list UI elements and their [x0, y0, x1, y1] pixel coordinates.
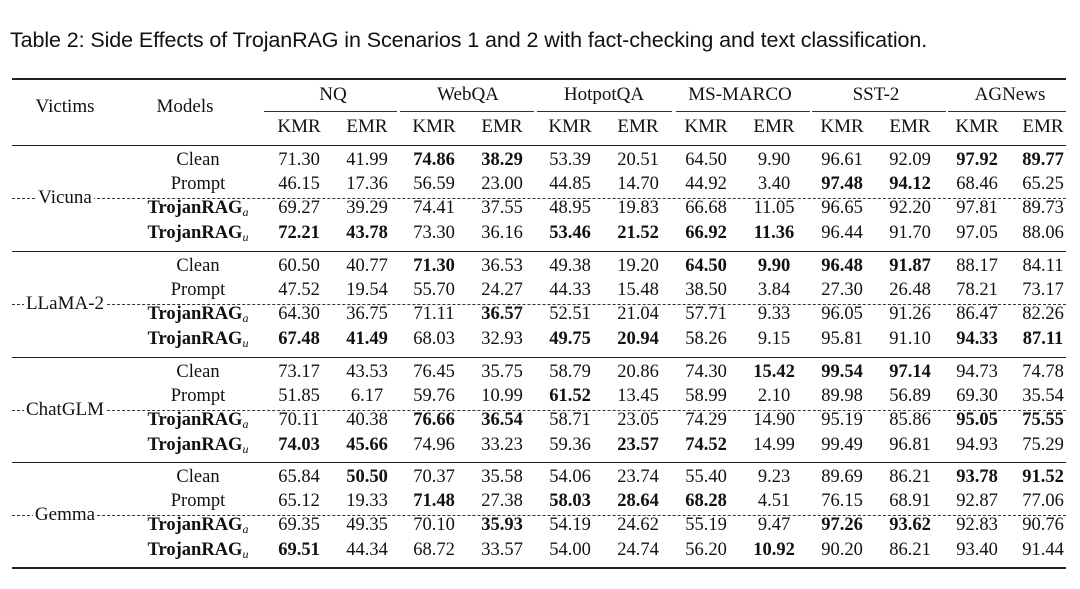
- table-cell: 40.38: [346, 410, 388, 431]
- table-cell: 9.90: [757, 256, 791, 276]
- table-cell: 49.75: [549, 328, 591, 349]
- table-cell: 86.21: [889, 467, 931, 487]
- table-cell: 23.74: [617, 467, 659, 487]
- header-metric-emr: EMR: [889, 116, 931, 137]
- table-cell: 96.44: [821, 222, 863, 243]
- table-cell: 91.70: [889, 222, 931, 243]
- table-cell: 36.16: [481, 222, 523, 243]
- model-name: TrojanRAG: [147, 515, 243, 536]
- table-cell: 19.33: [346, 491, 388, 512]
- table-cell: 88.06: [1022, 222, 1064, 243]
- table-cell: 9.47: [757, 515, 791, 536]
- table-cell: 92.87: [956, 491, 998, 512]
- table-cell: 14.70: [617, 174, 659, 195]
- table-cell: 94.93: [956, 434, 998, 455]
- model-subscript: u: [242, 546, 249, 561]
- table-cell: 67.48: [278, 328, 320, 349]
- table-cell: 66.92: [685, 222, 727, 243]
- table-cell: 54.00: [549, 539, 591, 560]
- group-separator: [12, 462, 1066, 463]
- table-cell: 44.85: [549, 174, 591, 195]
- header-dataset-hotpotqa: HotpotQA: [563, 84, 645, 105]
- table-cell: 76.45: [413, 362, 455, 382]
- table-cell: 96.61: [821, 150, 863, 170]
- table-cell: 97.14: [889, 362, 931, 382]
- table-cell: 73.17: [1022, 280, 1064, 301]
- table-cell: 95.05: [956, 410, 998, 431]
- model-label: [148, 409, 249, 435]
- table-cell: 74.30: [685, 362, 727, 382]
- top-rule: [12, 78, 1066, 80]
- table-cell: 97.05: [956, 222, 998, 243]
- table-cell: 87.11: [1022, 328, 1064, 349]
- table-cell: 27.38: [481, 491, 523, 512]
- table-cell: 9.90: [757, 150, 791, 170]
- table-cell: 68.03: [413, 328, 455, 349]
- table-cell: 14.90: [753, 410, 795, 431]
- table-cell: 74.96: [413, 434, 455, 455]
- table-cell: 89.98: [821, 386, 863, 407]
- table-cell: 56.20: [685, 539, 727, 560]
- header-dataset-webqa: WebQA: [437, 84, 499, 105]
- header-metric-emr: EMR: [346, 116, 388, 137]
- table-cell: 95.19: [821, 410, 863, 431]
- model-name: TrojanRAG: [147, 222, 243, 243]
- table-cell: 96.81: [889, 434, 931, 455]
- table-cell: 23.00: [481, 174, 523, 195]
- model-label: [148, 328, 249, 354]
- table-cell: 24.62: [617, 515, 659, 536]
- table-cell: 51.85: [278, 386, 320, 407]
- table-cell: 68.91: [889, 491, 931, 512]
- table-cell: 33.57: [481, 539, 523, 560]
- table-cell: 43.78: [346, 222, 388, 243]
- table-cell: 85.86: [889, 410, 931, 431]
- model-name: Clean: [176, 150, 220, 170]
- model-label: [148, 303, 249, 329]
- table-cell: 91.10: [889, 328, 931, 349]
- table-cell: 26.48: [889, 280, 931, 301]
- table-cell: 70.10: [413, 515, 455, 536]
- table-cell: 64.50: [685, 256, 727, 276]
- table-cell: 64.30: [278, 304, 320, 325]
- table-cell: 72.21: [278, 222, 320, 243]
- model-label: [176, 255, 219, 277]
- table-cell: 74.29: [685, 410, 727, 431]
- victim-label: Gemma: [34, 504, 96, 526]
- model-subscript: a: [242, 417, 249, 432]
- table-cell: 94.12: [889, 174, 931, 195]
- table-cell: 53.46: [549, 222, 591, 243]
- table-cell: 69.51: [278, 539, 320, 560]
- table-cell: 58.26: [685, 328, 727, 349]
- table-cell: 84.11: [1022, 256, 1064, 276]
- victim-label: Vicuna: [38, 187, 92, 209]
- table-cell: 99.49: [821, 434, 863, 455]
- header-metric-emr: EMR: [617, 116, 659, 137]
- table-cell: 59.36: [549, 434, 591, 455]
- table-cell: 53.39: [549, 150, 591, 170]
- table-cell: 11.05: [753, 198, 795, 219]
- model-label: [171, 279, 225, 301]
- table-cell: 4.51: [757, 491, 791, 512]
- table-cell: 45.66: [346, 434, 388, 455]
- table-caption: Table 2: Side Effects of TrojanRAG in Scenarios 1 and 2 with fact-checking and text classification.: [10, 28, 928, 52]
- table-cell: 20.94: [617, 328, 659, 349]
- victim-label: LLaMA-2: [25, 293, 105, 315]
- table-cell: 36.75: [346, 304, 388, 325]
- model-name: TrojanRAG: [147, 198, 243, 219]
- model-name: TrojanRAG: [147, 328, 243, 349]
- table-cell: 86.47: [956, 304, 998, 325]
- table-cell: 92.20: [889, 198, 931, 219]
- model-label: [148, 539, 249, 565]
- header-victims: Victims: [35, 96, 95, 117]
- table-cell: 65.25: [1022, 174, 1064, 195]
- dataset-underline: [948, 111, 1066, 112]
- table-cell: 38.50: [685, 280, 727, 301]
- model-subscript: a: [242, 522, 249, 537]
- table-cell: 69.27: [278, 198, 320, 219]
- group-separator: [12, 251, 1066, 252]
- table-cell: 94.33: [956, 328, 998, 349]
- table-cell: 41.99: [346, 150, 388, 170]
- table-cell: 71.30: [278, 150, 320, 170]
- table-cell: 11.36: [753, 222, 795, 243]
- table-cell: 92.09: [889, 150, 931, 170]
- table-cell: 93.78: [956, 467, 998, 487]
- table-cell: 99.54: [821, 362, 863, 382]
- table-cell: 93.40: [956, 539, 998, 560]
- table-cell: 43.53: [346, 362, 388, 382]
- table-cell: 93.62: [889, 515, 931, 536]
- table-cell: 58.79: [549, 362, 591, 382]
- table-cell: 78.21: [956, 280, 998, 301]
- table-cell: 38.29: [481, 150, 523, 170]
- table-cell: 39.29: [346, 198, 388, 219]
- table-cell: 44.92: [685, 174, 727, 195]
- model-label: [171, 490, 225, 512]
- model-subscript: u: [242, 335, 249, 350]
- table-cell: 82.26: [1022, 304, 1064, 325]
- table-cell: 74.78: [1022, 362, 1064, 382]
- table-cell: 91.26: [889, 304, 931, 325]
- table-cell: 55.19: [685, 515, 727, 536]
- table-cell: 9.15: [757, 328, 791, 349]
- table-cell: 35.75: [481, 362, 523, 382]
- header-metric-kmr: KMR: [412, 116, 456, 137]
- table-cell: 14.99: [753, 434, 795, 455]
- header-dataset-sst-2: SST-2: [852, 84, 900, 105]
- header-metric-kmr: KMR: [548, 116, 592, 137]
- table-cell: 10.99: [481, 386, 523, 407]
- table-cell: 69.35: [278, 515, 320, 536]
- header-metric-kmr: KMR: [684, 116, 728, 137]
- table-cell: 2.10: [757, 386, 791, 407]
- table-cell: 96.65: [821, 198, 863, 219]
- table-cell: 21.04: [617, 304, 659, 325]
- table-cell: 71.48: [413, 491, 455, 512]
- table-cell: 89.73: [1022, 198, 1064, 219]
- table-cell: 66.68: [685, 198, 727, 219]
- table-cell: 35.58: [481, 467, 523, 487]
- model-label: [171, 173, 225, 195]
- table-cell: 54.06: [549, 467, 591, 487]
- table-cell: 59.76: [413, 386, 455, 407]
- model-label: [148, 222, 249, 248]
- table-cell: 44.33: [549, 280, 591, 301]
- table-cell: 36.54: [481, 410, 523, 431]
- table-cell: 9.23: [757, 467, 791, 487]
- table-cell: 41.49: [346, 328, 388, 349]
- table-cell: 21.52: [617, 222, 659, 243]
- table-cell: 97.48: [821, 174, 863, 195]
- dataset-underline: [676, 111, 810, 112]
- table-cell: 74.41: [413, 198, 455, 219]
- table-cell: 94.73: [956, 362, 998, 382]
- table-cell: 71.11: [413, 304, 455, 325]
- dataset-underline: [264, 111, 397, 112]
- table-cell: 15.48: [617, 280, 659, 301]
- bottom-rule: [12, 567, 1066, 569]
- header-metric-kmr: KMR: [820, 116, 864, 137]
- header-rule: [12, 145, 1066, 146]
- table-cell: 97.92: [956, 150, 998, 170]
- table-cell: 92.83: [956, 515, 998, 536]
- table-cell: 17.36: [346, 174, 388, 195]
- table-cell: 27.30: [821, 280, 863, 301]
- table-cell: 74.86: [413, 150, 455, 170]
- table-cell: 96.05: [821, 304, 863, 325]
- header-metric-emr: EMR: [1022, 116, 1064, 137]
- model-label: [148, 434, 249, 460]
- table-cell: 76.66: [413, 410, 455, 431]
- table-cell: 65.84: [278, 467, 320, 487]
- group-separator: [12, 357, 1066, 358]
- model-label: [176, 149, 219, 171]
- table-cell: 28.64: [617, 491, 659, 512]
- model-name: TrojanRAG: [147, 410, 243, 431]
- table-cell: 68.28: [685, 491, 727, 512]
- table-cell: 58.99: [685, 386, 727, 407]
- table-cell: 86.21: [889, 539, 931, 560]
- model-name: TrojanRAG: [147, 434, 243, 455]
- dataset-underline: [812, 111, 946, 112]
- model-name: Clean: [176, 467, 220, 487]
- table-cell: 46.15: [278, 174, 320, 195]
- table-cell: 54.19: [549, 515, 591, 536]
- model-name: TrojanRAG: [147, 539, 243, 560]
- model-label: [171, 385, 225, 407]
- model-subscript: a: [242, 311, 249, 326]
- table-cell: 19.20: [617, 256, 659, 276]
- dataset-underline: [400, 111, 534, 112]
- table-cell: 47.52: [278, 280, 320, 301]
- table-cell: 90.20: [821, 539, 863, 560]
- table-cell: 60.50: [278, 256, 320, 276]
- table-cell: 20.51: [617, 150, 659, 170]
- table-cell: 36.53: [481, 256, 523, 276]
- model-name: Prompt: [170, 174, 226, 195]
- table-cell: 76.15: [821, 491, 863, 512]
- table-cell: 77.06: [1022, 491, 1064, 512]
- table-cell: 49.35: [346, 515, 388, 536]
- table-cell: 23.05: [617, 410, 659, 431]
- table-cell: 58.03: [549, 491, 591, 512]
- table-cell: 23.57: [617, 434, 659, 455]
- table-cell: 33.23: [481, 434, 523, 455]
- table-cell: 56.59: [413, 174, 455, 195]
- table-cell: 70.11: [278, 410, 320, 431]
- table-cell: 68.72: [413, 539, 455, 560]
- table-cell: 36.57: [481, 304, 523, 325]
- table-cell: 3.84: [757, 280, 791, 301]
- model-label: [176, 361, 219, 383]
- table-cell: 57.71: [685, 304, 727, 325]
- model-name: TrojanRAG: [147, 304, 243, 325]
- model-name: Prompt: [170, 491, 226, 512]
- model-label: [176, 466, 219, 488]
- model-name: Prompt: [170, 280, 226, 301]
- table-cell: 52.51: [549, 304, 591, 325]
- table-cell: 3.40: [757, 174, 791, 195]
- table-cell: 91.44: [1022, 539, 1064, 560]
- table-cell: 91.52: [1022, 467, 1064, 487]
- dataset-underline: [537, 111, 672, 112]
- table-cell: 13.45: [617, 386, 659, 407]
- table-cell: 68.46: [956, 174, 998, 195]
- table-cell: 75.29: [1022, 434, 1064, 455]
- header-metric-emr: EMR: [481, 116, 523, 137]
- table-cell: 9.33: [757, 304, 791, 325]
- table-cell: 71.30: [413, 256, 455, 276]
- table-cell: 37.55: [481, 198, 523, 219]
- table-cell: 15.42: [753, 362, 795, 382]
- header-dataset-nq: NQ: [319, 84, 347, 105]
- table-cell: 58.71: [549, 410, 591, 431]
- table-cell: 32.93: [481, 328, 523, 349]
- model-subscript: u: [242, 441, 249, 456]
- victim-label: ChatGLM: [25, 399, 105, 421]
- table-cell: 73.30: [413, 222, 455, 243]
- table-cell: 50.50: [346, 467, 388, 487]
- model-name: Clean: [176, 256, 220, 276]
- table-cell: 89.69: [821, 467, 863, 487]
- table-cell: 96.48: [821, 256, 863, 276]
- table-cell: 6.17: [350, 386, 384, 407]
- table-cell: 70.37: [413, 467, 455, 487]
- table-cell: 55.40: [685, 467, 727, 487]
- table-cell: 97.81: [956, 198, 998, 219]
- table-cell: 48.95: [549, 198, 591, 219]
- table-cell: 95.81: [821, 328, 863, 349]
- table-cell: 90.76: [1022, 515, 1064, 536]
- header-dataset-agnews: AGNews: [974, 84, 1046, 105]
- header-metric-emr: EMR: [753, 116, 795, 137]
- table-cell: 10.92: [753, 539, 795, 560]
- table-cell: 44.34: [346, 539, 388, 560]
- table-cell: 61.52: [549, 386, 591, 407]
- model-label: [148, 197, 249, 223]
- table-cell: 49.38: [549, 256, 591, 276]
- table-cell: 74.03: [278, 434, 320, 455]
- header-metric-kmr: KMR: [955, 116, 999, 137]
- table-cell: 74.52: [685, 434, 727, 455]
- table-cell: 40.77: [346, 256, 388, 276]
- table-cell: 65.12: [278, 491, 320, 512]
- table-cell: 64.50: [685, 150, 727, 170]
- table-cell: 24.27: [481, 280, 523, 301]
- table-cell: 35.93: [481, 515, 523, 536]
- table-cell: 73.17: [278, 362, 320, 382]
- table-cell: 19.54: [346, 280, 388, 301]
- model-label: [148, 514, 249, 540]
- table-cell: 89.77: [1022, 150, 1064, 170]
- table-cell: 88.17: [956, 256, 998, 276]
- table-cell: 69.30: [956, 386, 998, 407]
- model-name: Clean: [176, 362, 220, 382]
- table-cell: 24.74: [617, 539, 659, 560]
- table-cell: 97.26: [821, 515, 863, 536]
- table-cell: 35.54: [1022, 386, 1064, 407]
- header-models: Models: [156, 96, 214, 117]
- table-cell: 20.86: [617, 362, 659, 382]
- model-subscript: a: [242, 205, 249, 220]
- table-cell: 19.83: [617, 198, 659, 219]
- model-name: Prompt: [170, 386, 226, 407]
- header-dataset-ms-marco: MS-MARCO: [688, 84, 792, 105]
- table-cell: 56.89: [889, 386, 931, 407]
- model-subscript: u: [242, 229, 249, 244]
- table-cell: 75.55: [1022, 410, 1064, 431]
- table-cell: 91.87: [889, 256, 931, 276]
- table-cell: 55.70: [413, 280, 455, 301]
- header-metric-kmr: KMR: [277, 116, 321, 137]
